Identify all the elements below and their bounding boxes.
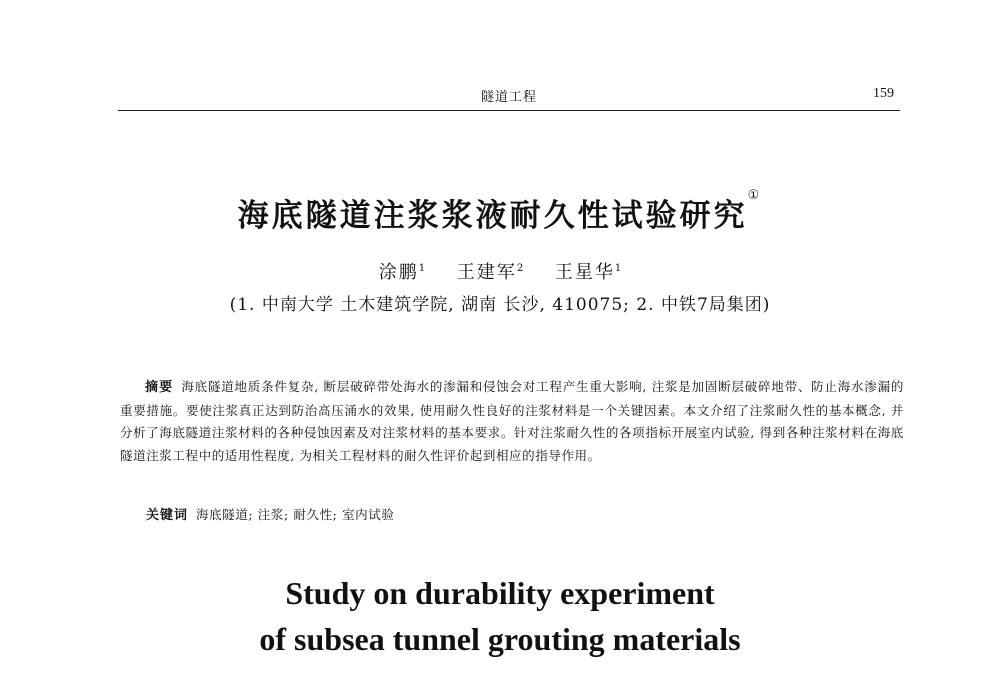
english-title-line-1: Study on durability experiment [285,575,715,611]
author-3 [555,262,621,283]
author-name: 涂鹏 [378,262,419,283]
chinese-title [0,190,1000,235]
keywords-text: 海底隧道; 注浆; 耐久性; 室内试验 [196,507,395,522]
abstract [120,376,904,467]
title-footnote-mark: ① [747,188,763,203]
author-2 [457,262,523,283]
english-title-line-2: of subsea tunnel grouting materials [259,621,741,657]
author-list [0,258,1000,284]
author-name: 王星华 [554,262,615,283]
keywords [146,504,394,523]
english-title [0,570,1000,662]
abstract-text: 海底隧道地质条件复杂, 断层破碎带处海水的渗漏和侵蚀会对工程产生重大影响, 注浆是加固断层破碎地带、防止海水渗漏的重要措施。要使注浆真正达到防治高压涌水的效果, 使用耐久性良好的注浆材料是一个关键因素。本文介绍了注浆耐久性的基本概念, 并分析了海底隧道注浆材料的各种侵蚀因素及对注浆材料的基本要求。针对注浆耐久性的各项指标开展室内试验, 得到各种注浆材料在海底隧道注浆工程中的适用性程度, 为相关工程材料的耐久性评价起到相应的指导作用。 [120,379,904,463]
affiliation: (1. 中南大学 土木建筑学院, 湖南 长沙, 410075; 2. 中铁7局集团) [229,295,771,315]
header-rule [118,110,900,111]
author-name: 王建军 [456,262,517,283]
author-1 [379,262,425,283]
chinese-title-text: 海底隧道注浆浆液耐久性试验研究 [237,198,748,234]
running-header [118,86,900,108]
keywords-label: 关键词 [146,508,189,523]
author-affiliation-mark: 1 [614,263,622,274]
page-number: 159 [873,86,894,101]
abstract-label: 摘要 [145,380,174,395]
running-title: 隧道工程 [480,90,537,105]
author-affiliation-mark: 1 [418,263,426,274]
author-affiliation-mark: 2 [516,263,524,274]
